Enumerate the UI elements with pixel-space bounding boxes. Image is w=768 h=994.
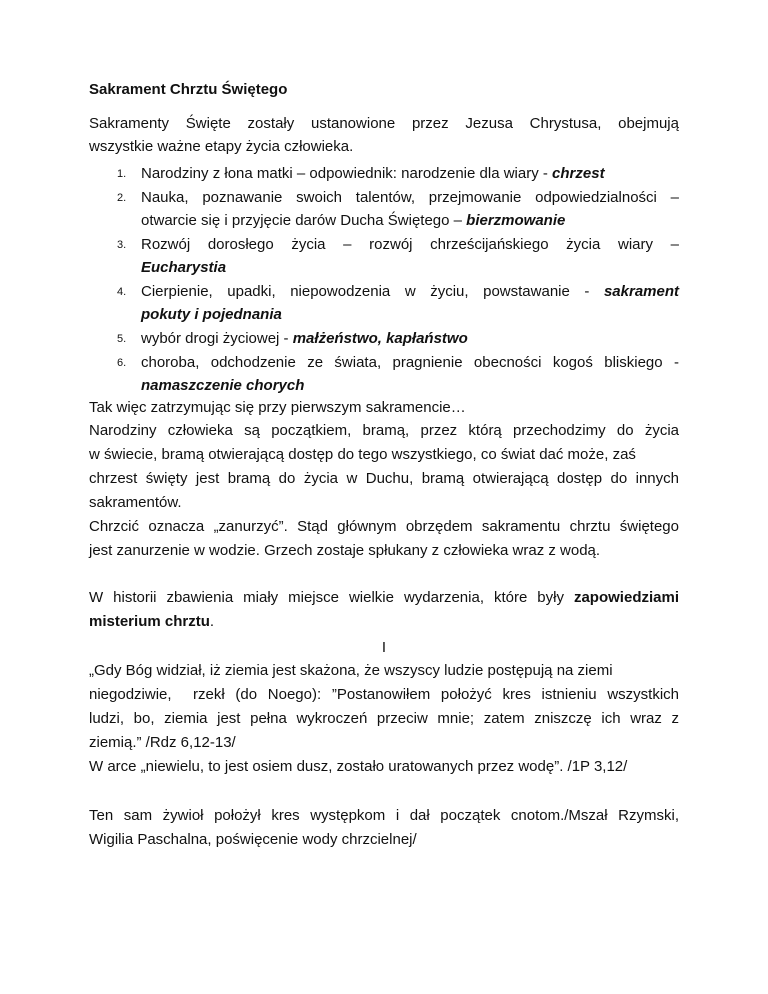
sacrament-name: małżeństwo, kapłaństwo [292, 330, 468, 347]
paragraph-line: Narodziny człowieka są początkiem, bramą, przez którą przechodzimy do życia [89, 422, 679, 439]
sacrament-name: chrzest [552, 165, 605, 182]
sacrament-name: sakrament [603, 283, 679, 300]
paragraph-line: jest zanurzenie w wodzie. Grzech zostaje spłukany z człowieka wraz z wodą. [89, 542, 601, 559]
list-number: 3. [117, 239, 127, 251]
list-item [89, 162, 679, 185]
blank-line [89, 563, 679, 586]
list-item-line [141, 162, 679, 185]
list-item-line [141, 209, 679, 232]
paragraph-line: chrzest święty jest bramą do życia w Duchu, bramą otwierającą dostęp do innych [89, 470, 679, 487]
list-item [89, 280, 679, 326]
sacrament-name: Eucharystia [141, 259, 227, 276]
list-item [89, 327, 679, 350]
list-number: 5. [117, 333, 127, 345]
list-item-line [141, 327, 679, 350]
quote-line: ziemią.” /Rdz 6,12-13/ [89, 734, 236, 751]
list-number: 4. [117, 286, 127, 298]
list-item-text: Cierpienie, upadki, niepowodzenia w życiu, powstawanie - [141, 283, 604, 300]
emphasis-text: zapowiedziami [573, 589, 679, 606]
history-paragraph [89, 586, 679, 634]
document-page [89, 78, 679, 852]
quote-line: ludzi, bo, ziemia jest pełna wykroczeń przeciw mnie; zatem zniszczę ich wraz z [89, 710, 679, 727]
document-title: Sakrament Chrztu Świętego [89, 81, 288, 98]
paragraph-line [89, 610, 679, 634]
quote-line: „Gdy Bóg widział, iż ziemia jest skażona, że wszyscy ludzie postępują na ziemi [89, 662, 613, 679]
blank-line [89, 779, 679, 802]
list-item-text: otwarcie się i przyjęcie darów Ducha Świętego – [141, 212, 467, 229]
paragraph-text: W historii zbawienia miały miejsce wielkie wydarzenia, które były [89, 589, 574, 606]
quote-paragraph [89, 659, 679, 779]
list-item-text: wybór drogi życiowej - [141, 330, 293, 347]
immersion-paragraph [89, 515, 679, 563]
list-item-line: choroba, odchodzenie ze świata, pragnienie obecności kogoś bliskiego - [141, 354, 679, 371]
paragraph-line [89, 586, 679, 610]
sacrament-name: bierzmowanie [466, 212, 566, 229]
list-number: 6. [117, 357, 127, 369]
list-number: 2. [117, 192, 127, 204]
list-item [89, 233, 679, 279]
emphasis-text: misterium chrztu [89, 613, 210, 630]
quote-line: niegodziwie, rzekł (do Noego): ”Postanowiłem położyć kres istnieniu wszystkich [89, 686, 679, 703]
paragraph-line: Ten sam żywioł położył kres występkom i dał początek cnotom./Mszał Rzymski, [89, 807, 679, 824]
missal-paragraph [89, 804, 679, 852]
paragraph-line: sakramentów. [89, 494, 182, 511]
list-item-line [141, 280, 679, 303]
intro-paragraph [89, 112, 679, 158]
list-number: 1. [117, 168, 127, 180]
intro-line: wszystkie ważne etapy życia człowieka. [89, 138, 354, 155]
list-item-text: Narodziny z łona matki – odpowiednik: narodzenie dla wiary - [141, 165, 553, 182]
paragraph-line: Wigilia Paschalna, poświęcenie wody chrzcielnej/ [89, 831, 417, 848]
paragraph-line: w świecie, bramą otwierającą dostęp do tego wszystkiego, co świat dać może, zaś [89, 446, 636, 463]
paragraph-line: Chrzcić oznacza „zanurzyć”. Stąd głównym obrzędem sakramentu chrztu świętego [89, 518, 679, 535]
ark-line: W arce „niewielu, to jest osiem dusz, zostało uratowanych przez wodę”. /1P 3,12/ [89, 758, 628, 775]
intro-line: Sakramenty Święte zostały ustanowione przez Jezusa Chrystusa, obejmują [89, 115, 679, 132]
section-numeral: I [381, 639, 387, 656]
sacrament-name: namaszczenie chorych [141, 377, 305, 394]
list-item-line: Rozwój dorosłego życia – rozwój chrześcijańskiego życia wiary – [141, 236, 679, 253]
sacrament-name: pokuty i pojednania [141, 306, 282, 323]
paragraph: Tak więc zatrzymując się przy pierwszym sakramencie… [89, 399, 466, 416]
paragraph-text: . [209, 613, 215, 630]
birth-paragraph [89, 419, 679, 515]
list-item-line: Nauka, poznawanie swoich talentów, przejmowanie odpowiedzialności – [141, 189, 679, 206]
list-item [89, 186, 679, 232]
sacrament-list [89, 162, 679, 397]
list-item [89, 351, 679, 397]
